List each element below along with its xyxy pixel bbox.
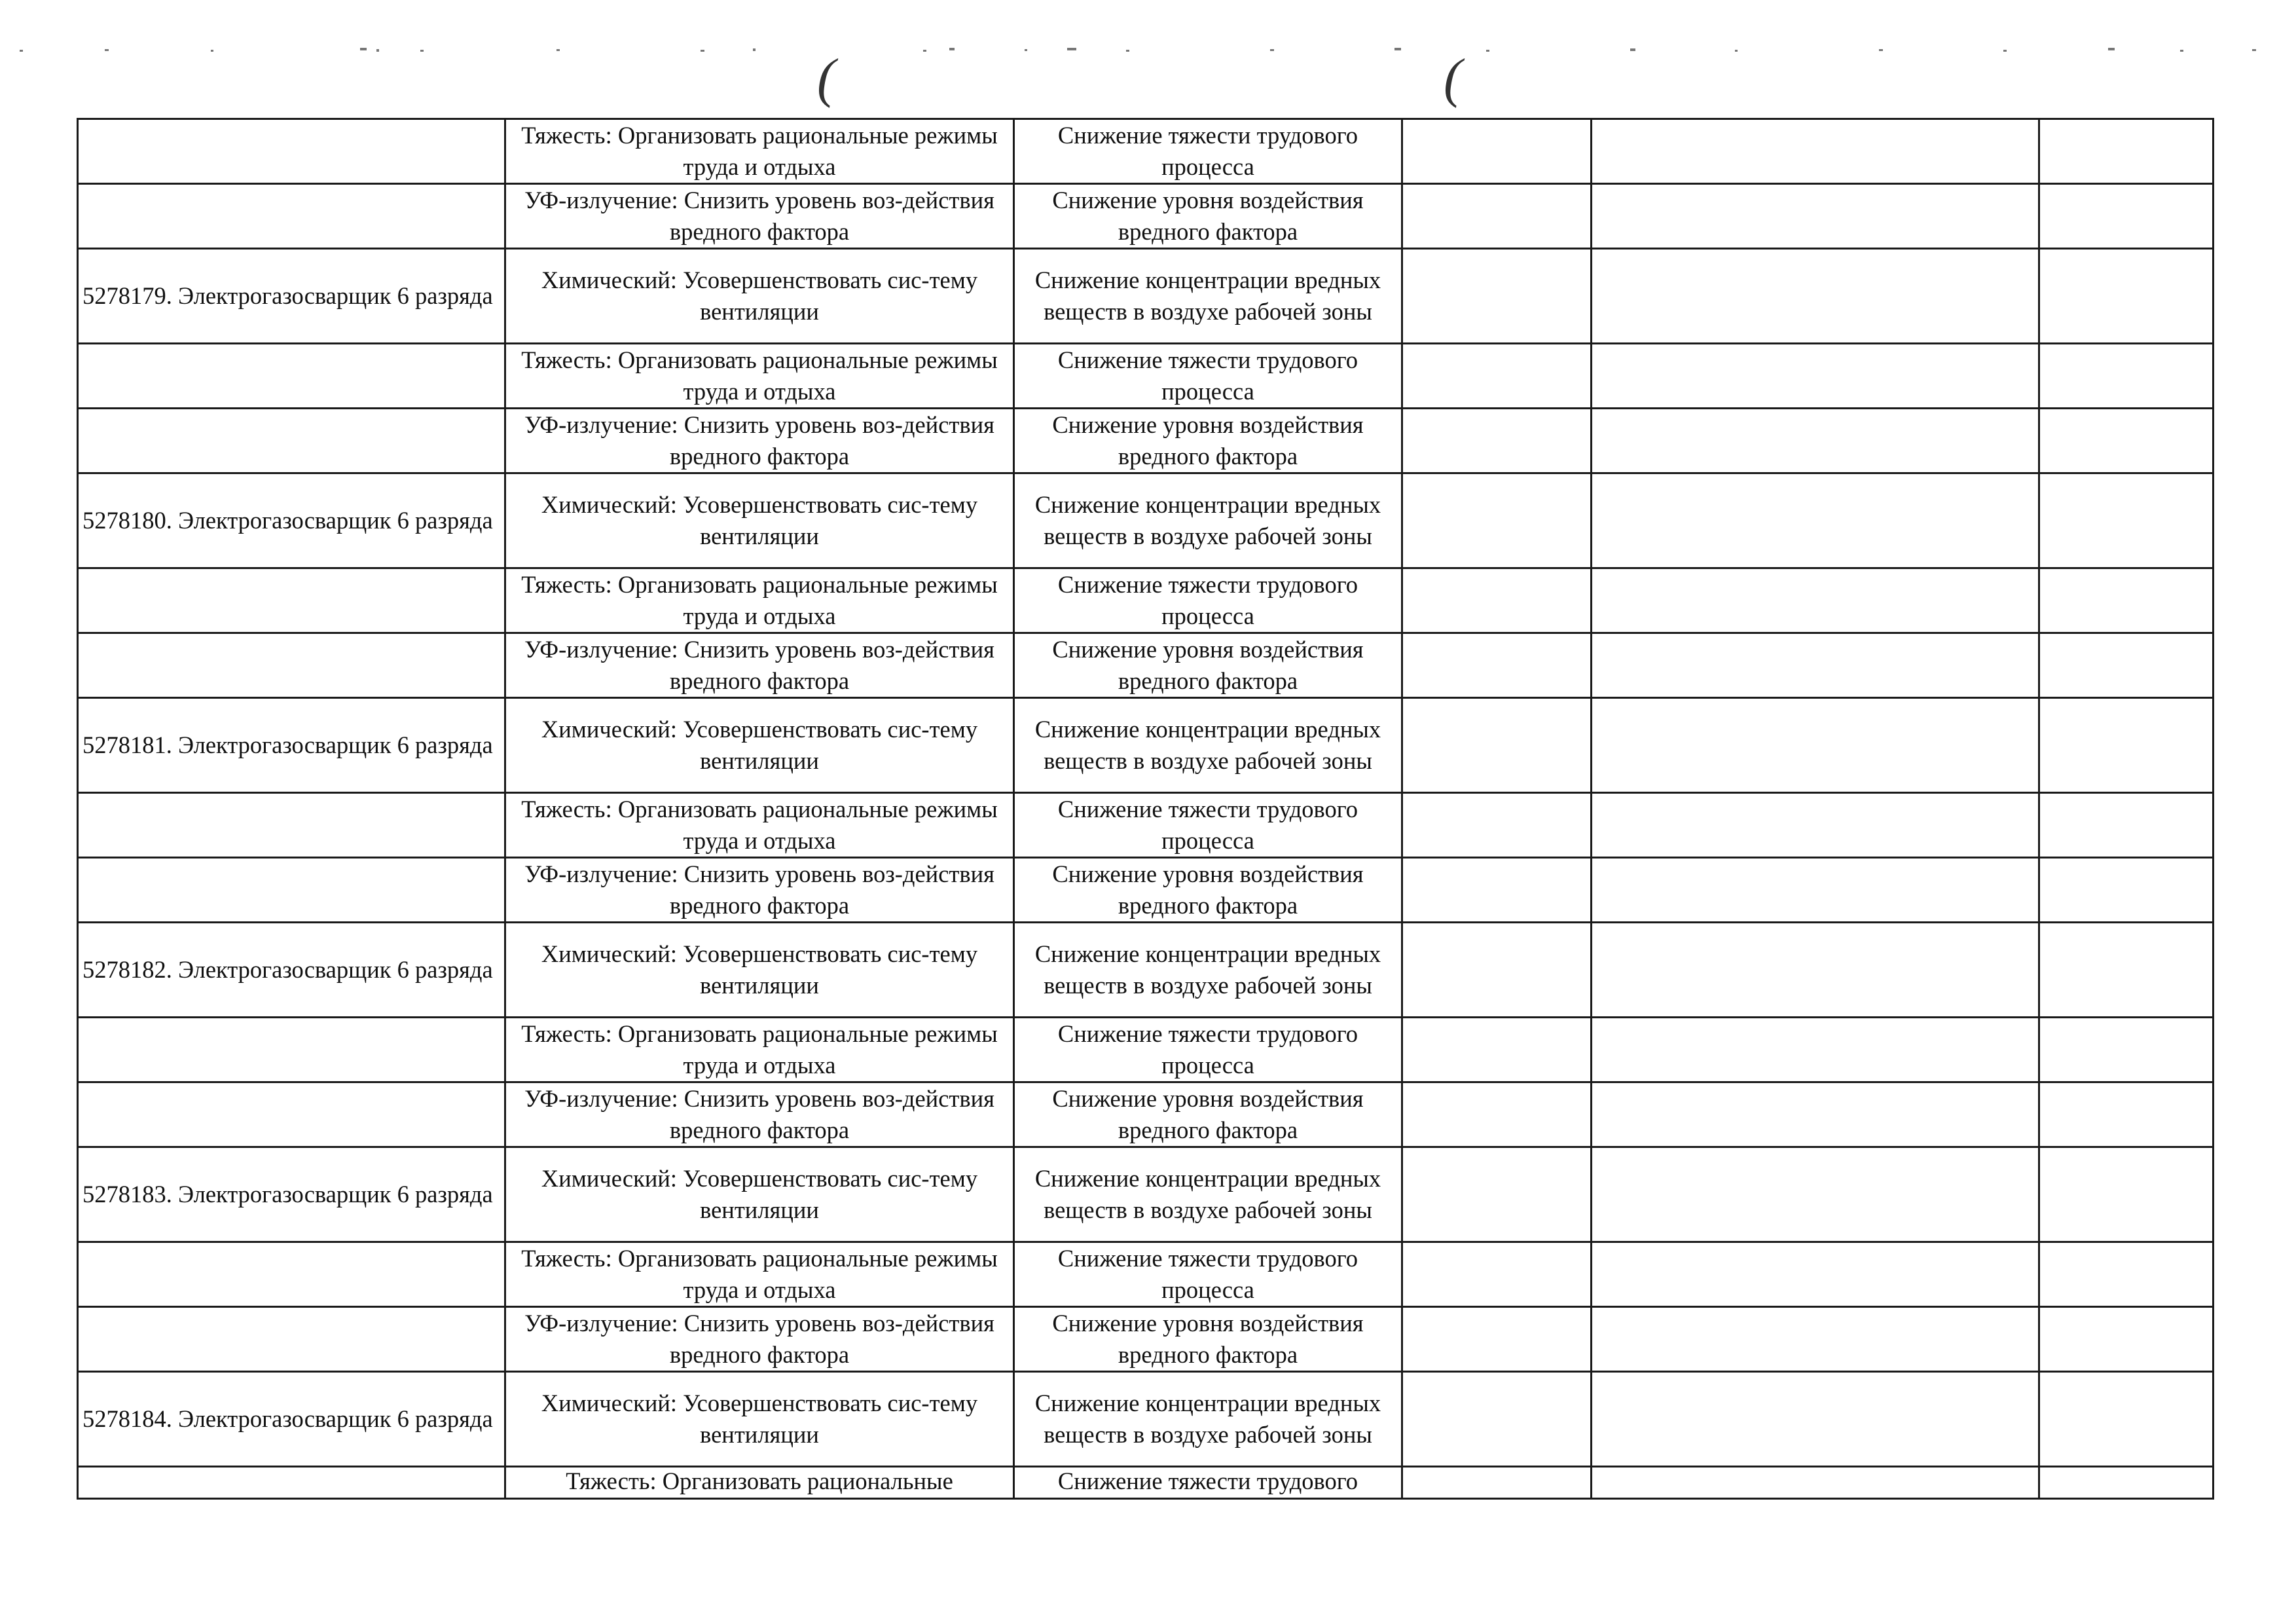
empty-cell: [1592, 923, 2039, 1018]
empty-cell: [1402, 344, 1592, 409]
measure-cell: УФ-излучение: Снизить уровень воз-действия вредного фактора: [505, 1307, 1014, 1372]
table-row: [78, 184, 2214, 249]
workplace-cell: 5278182. Электрогазосварщик 6 разряда: [78, 923, 505, 1018]
empty-cell: [2039, 1372, 2214, 1467]
goal-cell: Снижение тяжести трудового процесса: [1014, 344, 1402, 409]
measure-cell: Химический: Усовершенствовать сис-тему вентиляции: [505, 923, 1014, 1018]
empty-cell: [2039, 409, 2214, 473]
goal-cell: Снижение концентрации вредных веществ в воздухе рабочей зоны: [1014, 923, 1402, 1018]
table-row: [78, 1372, 2214, 1467]
table-row: [78, 1467, 2214, 1499]
empty-cell: [2039, 184, 2214, 249]
empty-cell: [2039, 793, 2214, 858]
empty-cell: [1592, 1372, 2039, 1467]
measure-cell: Тяжесть: Организовать рациональные режимы труда и отдыха: [505, 1018, 1014, 1082]
goal-cell: Снижение тяжести трудового процесса: [1014, 793, 1402, 858]
workplace-cell: [78, 633, 505, 698]
goal-cell: Снижение уровня воздействия вредного фактора: [1014, 858, 1402, 923]
measure-cell: Тяжесть: Организовать рациональные режимы труда и отдыха: [505, 568, 1014, 633]
empty-cell: [2039, 1018, 2214, 1082]
table-row: [78, 923, 2214, 1018]
measure-cell: Химический: Усовершенствовать сис-тему вентиляции: [505, 1147, 1014, 1242]
measure-cell: Химический: Усовершенствовать сис-тему вентиляции: [505, 473, 1014, 568]
empty-cell: [1592, 1018, 2039, 1082]
empty-cell: [2039, 923, 2214, 1018]
empty-cell: [1592, 409, 2039, 473]
empty-cell: [2039, 858, 2214, 923]
table-row: [78, 568, 2214, 633]
empty-cell: [1592, 633, 2039, 698]
empty-cell: [1402, 1242, 1592, 1307]
empty-cell: [2039, 568, 2214, 633]
measure-cell: Химический: Усовершенствовать сис-тему вентиляции: [505, 698, 1014, 793]
goal-cell: Снижение уровня воздействия вредного фактора: [1014, 409, 1402, 473]
measure-cell: УФ-излучение: Снизить уровень воз-действия вредного фактора: [505, 409, 1014, 473]
page-mark-right: (: [1444, 48, 1462, 109]
empty-cell: [1592, 184, 2039, 249]
measure-cell: УФ-излучение: Снизить уровень воз-действия вредного фактора: [505, 858, 1014, 923]
scan-noise: [20, 46, 2265, 54]
goal-cell: Снижение концентрации вредных веществ в воздухе рабочей зоны: [1014, 249, 1402, 344]
empty-cell: [1592, 344, 2039, 409]
empty-cell: [1592, 793, 2039, 858]
measure-cell: УФ-излучение: Снизить уровень воз-действия вредного фактора: [505, 1082, 1014, 1147]
workplace-cell: [78, 344, 505, 409]
empty-cell: [2039, 344, 2214, 409]
empty-cell: [2039, 1467, 2214, 1499]
empty-cell: [1592, 119, 2039, 184]
table-row: [78, 249, 2214, 344]
empty-cell: [1402, 409, 1592, 473]
table-row: [78, 793, 2214, 858]
empty-cell: [1592, 1082, 2039, 1147]
table-row: [78, 1018, 2214, 1082]
empty-cell: [2039, 119, 2214, 184]
goal-cell: Снижение концентрации вредных веществ в воздухе рабочей зоны: [1014, 1372, 1402, 1467]
table-row: [78, 1307, 2214, 1372]
workplace-cell: 5278180. Электрогазосварщик 6 разряда: [78, 473, 505, 568]
measure-cell: Тяжесть: Организовать рациональные режимы труда и отдыха: [505, 119, 1014, 184]
empty-cell: [1402, 1372, 1592, 1467]
empty-cell: [1402, 858, 1592, 923]
workplace-cell: [78, 858, 505, 923]
measures-table-body: [78, 119, 2214, 1499]
empty-cell: [1402, 249, 1592, 344]
goal-cell: Снижение уровня воздействия вредного фактора: [1014, 1082, 1402, 1147]
empty-cell: [1592, 1242, 2039, 1307]
goal-cell: Снижение тяжести трудового процесса: [1014, 1242, 1402, 1307]
measure-cell: Тяжесть: Организовать рациональные режимы труда и отдыха: [505, 793, 1014, 858]
empty-cell: [1402, 793, 1592, 858]
empty-cell: [1402, 1147, 1592, 1242]
table-row: [78, 344, 2214, 409]
table-row: [78, 1242, 2214, 1307]
workplace-cell: [78, 409, 505, 473]
empty-cell: [1402, 633, 1592, 698]
workplace-cell: [78, 1082, 505, 1147]
workplace-cell: [78, 793, 505, 858]
empty-cell: [2039, 1242, 2214, 1307]
empty-cell: [1592, 473, 2039, 568]
empty-cell: [1592, 1147, 2039, 1242]
workplace-cell: [78, 119, 505, 184]
goal-cell: Снижение концентрации вредных веществ в воздухе рабочей зоны: [1014, 473, 1402, 568]
empty-cell: [2039, 698, 2214, 793]
table-row: [78, 119, 2214, 184]
empty-cell: [2039, 1307, 2214, 1372]
goal-cell: Снижение тяжести трудового: [1014, 1467, 1402, 1499]
goal-cell: Снижение уровня воздействия вредного фактора: [1014, 633, 1402, 698]
empty-cell: [1402, 1307, 1592, 1372]
empty-cell: [1402, 1082, 1592, 1147]
empty-cell: [1402, 119, 1592, 184]
empty-cell: [2039, 633, 2214, 698]
empty-cell: [1592, 858, 2039, 923]
workplace-cell: 5278181. Электрогазосварщик 6 разряда: [78, 698, 505, 793]
empty-cell: [2039, 249, 2214, 344]
workplace-cell: 5278183. Электрогазосварщик 6 разряда: [78, 1147, 505, 1242]
empty-cell: [1592, 1307, 2039, 1372]
empty-cell: [1402, 473, 1592, 568]
goal-cell: Снижение уровня воздействия вредного фактора: [1014, 1307, 1402, 1372]
measure-cell: Тяжесть: Организовать рациональные: [505, 1467, 1014, 1499]
page-mark-left: (: [817, 48, 835, 109]
workplace-cell: [78, 568, 505, 633]
goal-cell: Снижение тяжести трудового процесса: [1014, 119, 1402, 184]
empty-cell: [1402, 568, 1592, 633]
workplace-cell: [78, 1307, 505, 1372]
empty-cell: [2039, 473, 2214, 568]
empty-cell: [1592, 1467, 2039, 1499]
workplace-cell: 5278184. Электрогазосварщик 6 разряда: [78, 1372, 505, 1467]
workplace-cell: 5278179. Электрогазосварщик 6 разряда: [78, 249, 505, 344]
empty-cell: [1402, 1018, 1592, 1082]
goal-cell: Снижение концентрации вредных веществ в воздухе рабочей зоны: [1014, 698, 1402, 793]
goal-cell: Снижение тяжести трудового процесса: [1014, 1018, 1402, 1082]
goal-cell: Снижение уровня воздействия вредного фактора: [1014, 184, 1402, 249]
table-row: [78, 1147, 2214, 1242]
goal-cell: Снижение тяжести трудового процесса: [1014, 568, 1402, 633]
workplace-cell: [78, 1467, 505, 1499]
empty-cell: [2039, 1082, 2214, 1147]
measure-cell: Химический: Усовершенствовать сис-тему вентиляции: [505, 249, 1014, 344]
measures-table: [77, 118, 2214, 1500]
empty-cell: [2039, 1147, 2214, 1242]
empty-cell: [1592, 698, 2039, 793]
empty-cell: [1402, 698, 1592, 793]
workplace-cell: [78, 1242, 505, 1307]
empty-cell: [1592, 568, 2039, 633]
empty-cell: [1402, 1467, 1592, 1499]
table-row: [78, 1082, 2214, 1147]
measure-cell: Тяжесть: Организовать рациональные режимы труда и отдыха: [505, 344, 1014, 409]
table-row: [78, 858, 2214, 923]
empty-cell: [1592, 249, 2039, 344]
measure-cell: УФ-излучение: Снизить уровень воз-действия вредного фактора: [505, 184, 1014, 249]
table-row: [78, 409, 2214, 473]
goal-cell: Снижение концентрации вредных веществ в воздухе рабочей зоны: [1014, 1147, 1402, 1242]
workplace-cell: [78, 184, 505, 249]
table-row: [78, 473, 2214, 568]
measure-cell: УФ-излучение: Снизить уровень воз-действия вредного фактора: [505, 633, 1014, 698]
measure-cell: Химический: Усовершенствовать сис-тему вентиляции: [505, 1372, 1014, 1467]
empty-cell: [1402, 184, 1592, 249]
empty-cell: [1402, 923, 1592, 1018]
workplace-cell: [78, 1018, 505, 1082]
table-row: [78, 633, 2214, 698]
table-row: [78, 698, 2214, 793]
measure-cell: Тяжесть: Организовать рациональные режимы труда и отдыха: [505, 1242, 1014, 1307]
